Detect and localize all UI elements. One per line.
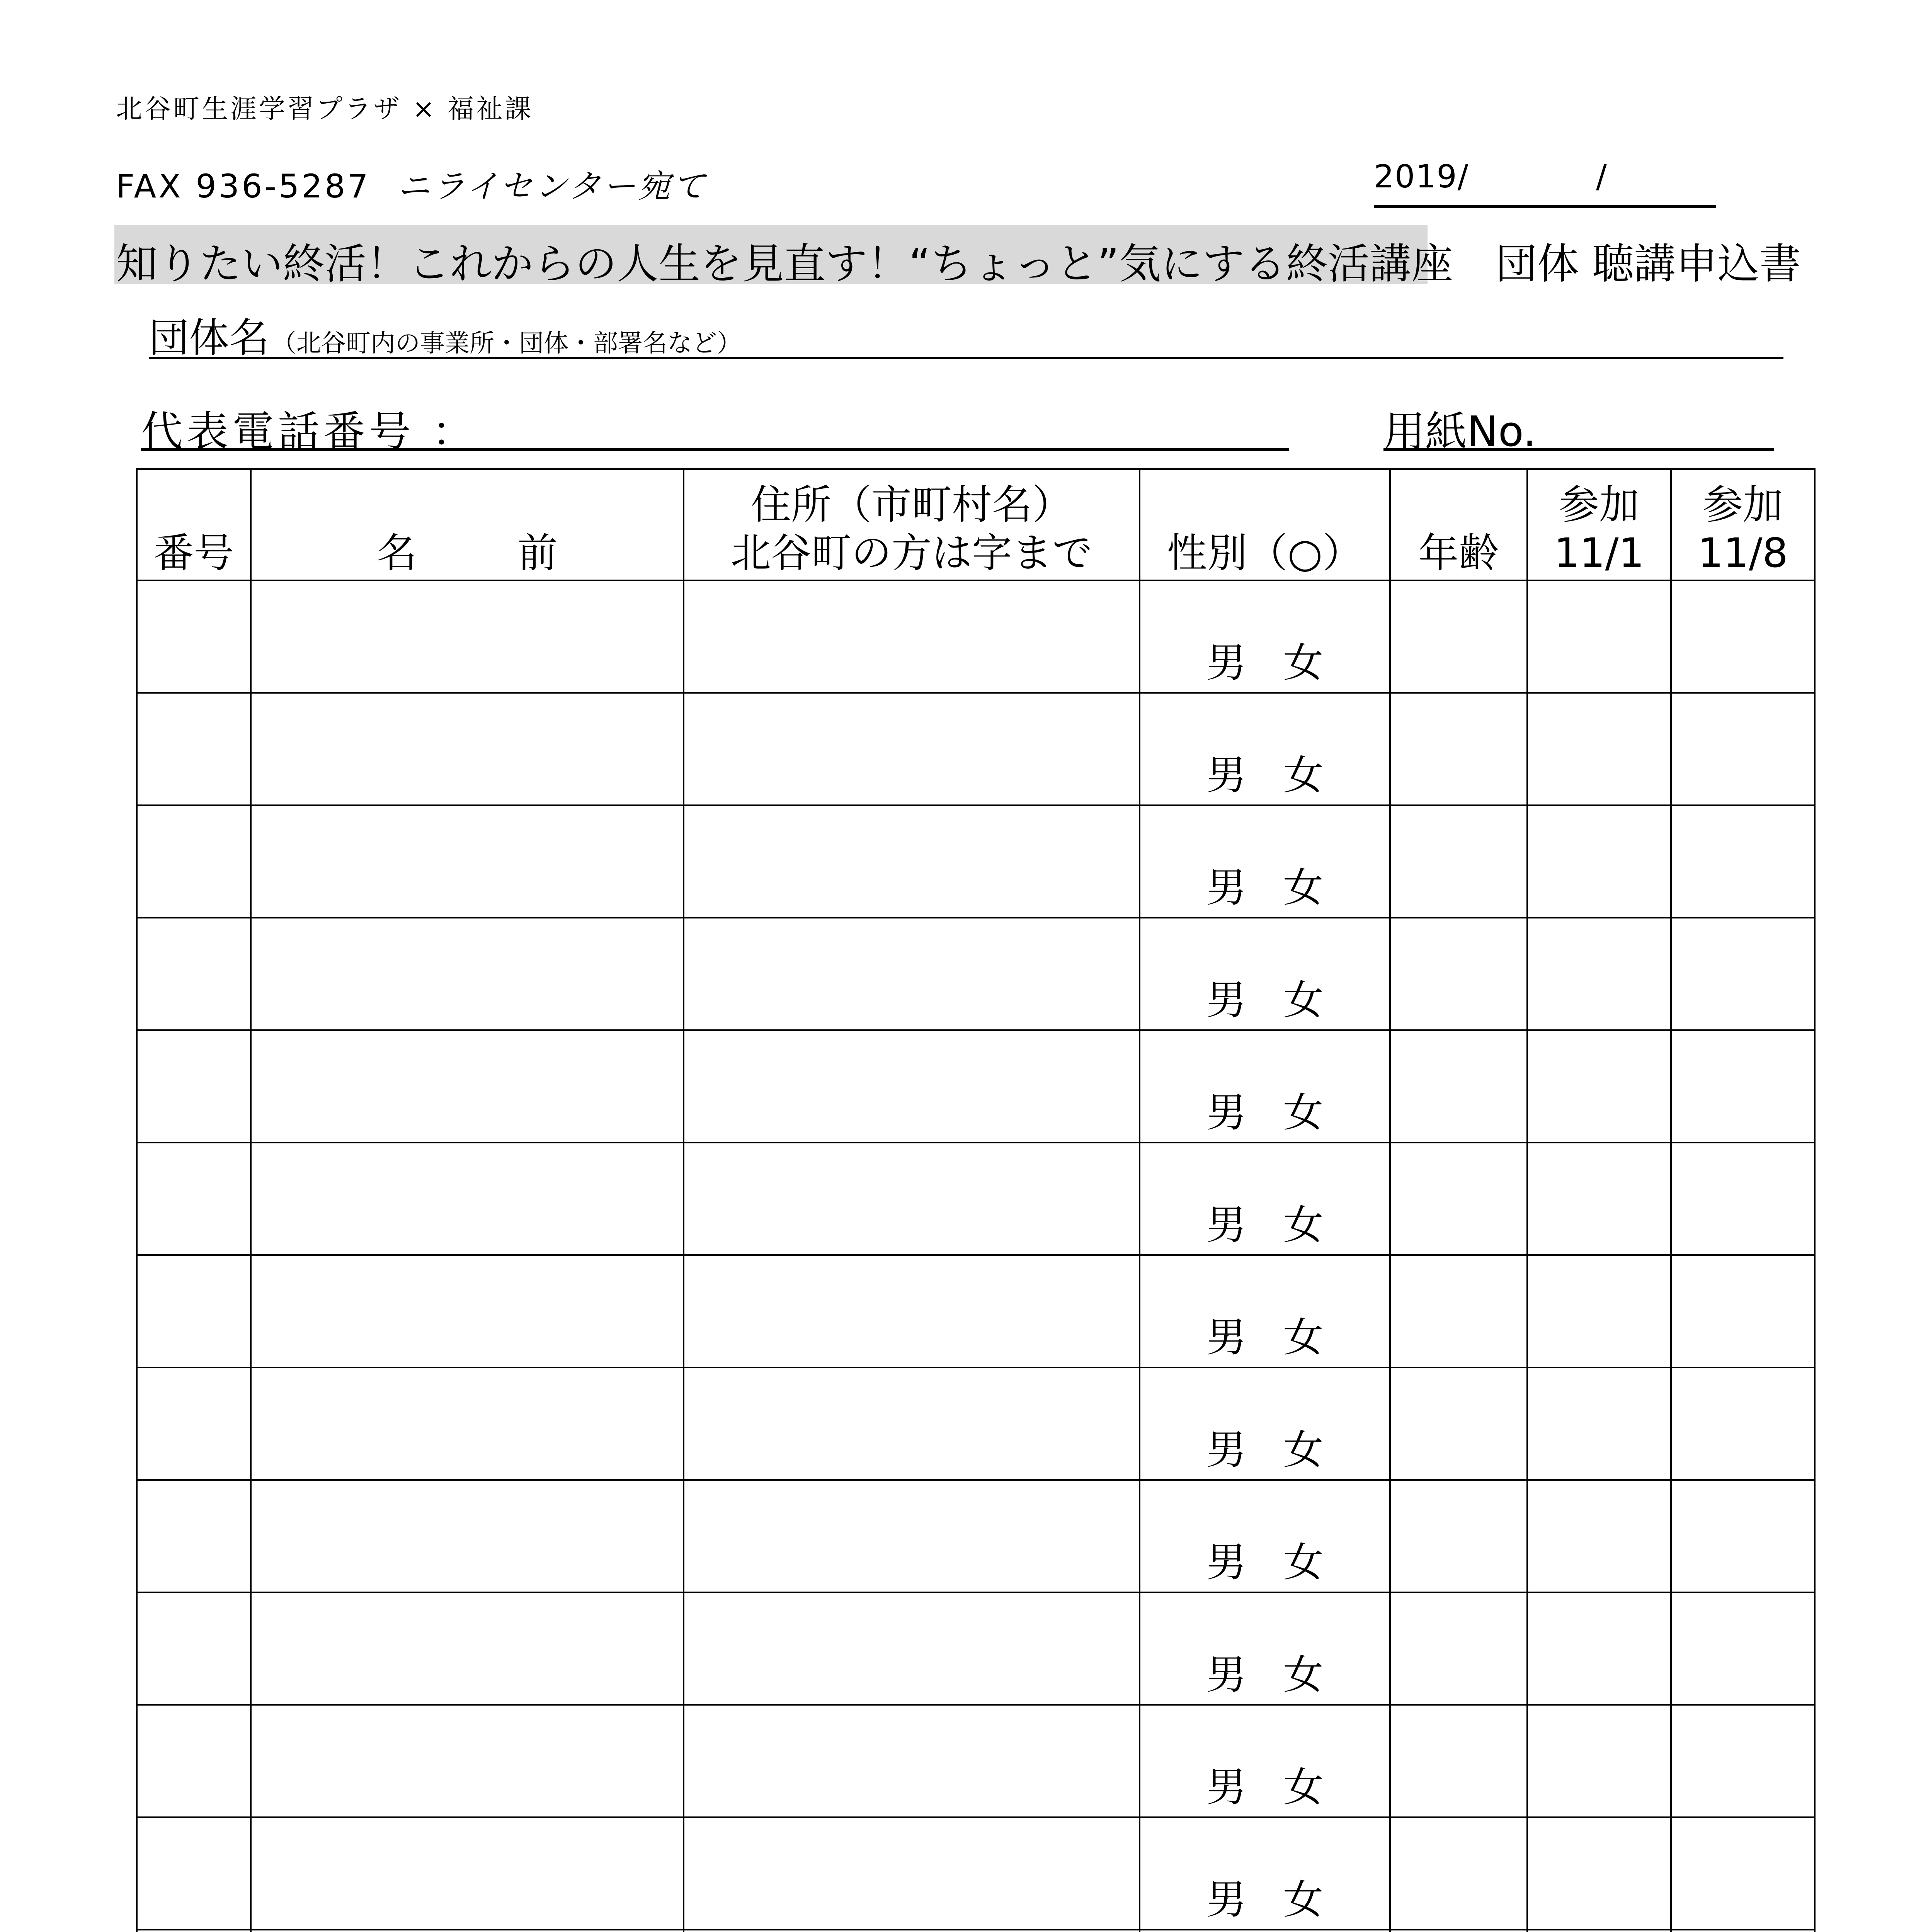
sex-cell[interactable]: [1140, 1930, 1390, 1932]
table-row: [137, 1367, 1815, 1480]
number-cell[interactable]: [137, 693, 251, 805]
number-cell[interactable]: [137, 918, 251, 1030]
name-cell[interactable]: [251, 1930, 684, 1932]
age-cell[interactable]: [1390, 693, 1527, 805]
address-cell[interactable]: [684, 1817, 1140, 1930]
age-cell[interactable]: [1390, 1705, 1527, 1817]
phone-label: 代表電話番号 ：: [141, 408, 478, 456]
header-sex: 性別（○）: [1140, 469, 1390, 580]
sex-cell[interactable]: [1140, 1255, 1390, 1367]
address-cell[interactable]: [684, 1030, 1140, 1143]
sex-option-female[interactable]: 女: [1283, 1201, 1324, 1248]
name-cell[interactable]: [251, 1817, 684, 1930]
name-cell[interactable]: [251, 1367, 684, 1480]
table-row: [137, 1930, 1815, 1932]
name-cell[interactable]: [251, 1592, 684, 1705]
header-age: 年齢: [1390, 469, 1527, 580]
attend-2-cell[interactable]: [1671, 1143, 1815, 1255]
table-row: [137, 1143, 1815, 1255]
sex-cell[interactable]: [1140, 1480, 1390, 1592]
table-row: [137, 1030, 1815, 1143]
name-cell[interactable]: [251, 1143, 684, 1255]
attend-1-cell[interactable]: [1527, 1930, 1671, 1932]
sex-option-male[interactable]: 男: [1206, 1089, 1247, 1136]
sex-cell[interactable]: [1140, 1705, 1390, 1817]
number-cell[interactable]: [137, 1143, 251, 1255]
sex-cell[interactable]: [1140, 805, 1390, 918]
group-name-hint: （北谷町内の事業所・団体・部署名など）: [272, 329, 742, 358]
sex-option-female[interactable]: 女: [1283, 1426, 1324, 1473]
attend-2-cell[interactable]: [1671, 1367, 1815, 1480]
attend-2-cell[interactable]: [1671, 1705, 1815, 1817]
attend-2-cell[interactable]: [1671, 918, 1815, 1030]
name-cell[interactable]: [251, 1255, 684, 1367]
sex-option-male[interactable]: 男: [1206, 752, 1247, 799]
sex-cell[interactable]: [1140, 1030, 1390, 1143]
number-cell[interactable]: [137, 1817, 251, 1930]
header-attend-2: 参加 11/8: [1671, 469, 1815, 580]
attend-1-cell[interactable]: [1527, 1255, 1671, 1367]
sex-option-male[interactable]: 男: [1206, 1314, 1247, 1361]
age-cell[interactable]: [1390, 805, 1527, 918]
table-row: [137, 580, 1815, 693]
age-cell[interactable]: [1390, 1255, 1527, 1367]
phone-field[interactable]: [141, 398, 1289, 456]
header-attend-1: 参加 11/1: [1527, 469, 1671, 580]
name-cell[interactable]: [251, 1030, 684, 1143]
table-row: [137, 1592, 1815, 1705]
sex-option-male[interactable]: 男: [1206, 976, 1247, 1024]
header-number: 番号: [137, 469, 251, 580]
address-cell[interactable]: [684, 1255, 1140, 1367]
name-cell[interactable]: [251, 580, 684, 693]
table-header-row: [137, 469, 1815, 580]
date-field[interactable]: [1374, 158, 1716, 208]
organization-line: 北谷町生涯学習プラザ × 福祉課: [116, 94, 534, 124]
address-cell[interactable]: [684, 693, 1140, 805]
sex-option-female[interactable]: 女: [1283, 1651, 1324, 1698]
paper-number-field[interactable]: [1383, 398, 1774, 456]
address-cell[interactable]: [684, 1480, 1140, 1592]
title-main: 知りたい終活！これからの人生を見直す！“ちょっと”気にする終活講座: [116, 240, 1453, 288]
attend-1-cell[interactable]: [1527, 1143, 1671, 1255]
number-cell[interactable]: [137, 1705, 251, 1817]
sex-cell[interactable]: [1140, 693, 1390, 805]
sex-option-female[interactable]: 女: [1283, 639, 1324, 686]
sex-option-female[interactable]: 女: [1283, 1314, 1324, 1361]
sex-option-female[interactable]: 女: [1283, 752, 1324, 799]
sex-cell[interactable]: [1140, 1143, 1390, 1255]
fax-destination: ニライセンター宛て: [397, 167, 708, 205]
sex-option-female[interactable]: 女: [1283, 864, 1324, 911]
fax-number: FAX 936-5287: [116, 167, 371, 205]
group-name-label: 団体名: [149, 314, 270, 361]
attend-1-cell[interactable]: [1527, 1817, 1671, 1930]
sex-option-male[interactable]: 男: [1206, 864, 1247, 911]
table-row: [137, 693, 1815, 805]
address-cell[interactable]: [684, 1930, 1140, 1932]
age-cell[interactable]: [1390, 1480, 1527, 1592]
attend-2-cell[interactable]: [1671, 1030, 1815, 1143]
name-cell[interactable]: [251, 1480, 684, 1592]
name-cell[interactable]: [251, 918, 684, 1030]
attend-2-cell[interactable]: [1671, 805, 1815, 918]
sex-option-male[interactable]: 男: [1206, 1876, 1247, 1923]
sex-cell[interactable]: [1140, 1367, 1390, 1480]
number-cell[interactable]: [137, 1255, 251, 1367]
attend-2-cell[interactable]: [1671, 1817, 1815, 1930]
attend-2-cell[interactable]: [1671, 1930, 1815, 1932]
address-cell[interactable]: [684, 1143, 1140, 1255]
number-cell[interactable]: [137, 1592, 251, 1705]
address-cell[interactable]: [684, 1367, 1140, 1480]
address-cell[interactable]: [684, 580, 1140, 693]
sex-option-female[interactable]: 女: [1283, 1764, 1324, 1811]
header-address: 住所（市町村名） 北谷町の方は字まで: [684, 469, 1140, 580]
attend-2-cell[interactable]: [1671, 580, 1815, 693]
number-cell[interactable]: [137, 1030, 251, 1143]
sex-option-male[interactable]: 男: [1206, 1651, 1247, 1698]
attend-2-cell[interactable]: [1671, 1592, 1815, 1705]
attend-1-cell[interactable]: [1527, 1030, 1671, 1143]
age-cell[interactable]: [1390, 918, 1527, 1030]
fax-line: [116, 160, 707, 207]
sex-option-male[interactable]: 男: [1206, 1201, 1247, 1248]
age-cell[interactable]: [1390, 1817, 1527, 1930]
name-cell[interactable]: [251, 693, 684, 805]
table-row: [137, 1480, 1815, 1592]
number-cell[interactable]: [137, 1367, 251, 1480]
age-cell[interactable]: [1390, 1143, 1527, 1255]
attend-1-cell[interactable]: [1527, 693, 1671, 805]
attend-1-cell[interactable]: [1527, 1592, 1671, 1705]
table-row: [137, 1705, 1815, 1817]
attend-1-cell[interactable]: [1527, 1367, 1671, 1480]
age-cell[interactable]: [1390, 1367, 1527, 1480]
sex-option-female[interactable]: 女: [1283, 1876, 1324, 1923]
age-cell[interactable]: [1390, 1030, 1527, 1143]
table-row: [137, 1817, 1815, 1930]
name-cell[interactable]: [251, 1705, 684, 1817]
table-row: [137, 805, 1815, 918]
paper-number-label: 用紙No.: [1383, 408, 1537, 456]
date-separator: /: [1596, 158, 1608, 195]
attend-2-cell[interactable]: [1671, 1480, 1815, 1592]
attend-2-cell[interactable]: [1671, 1255, 1815, 1367]
attend-1-cell[interactable]: [1527, 1480, 1671, 1592]
group-name-field[interactable]: [149, 305, 1783, 359]
age-cell[interactable]: [1390, 580, 1527, 693]
sex-cell[interactable]: [1140, 918, 1390, 1030]
sex-option-male[interactable]: 男: [1206, 1764, 1247, 1811]
sex-option-male[interactable]: 男: [1206, 639, 1247, 686]
table-row: [137, 1255, 1815, 1367]
address-cell[interactable]: [684, 1705, 1140, 1817]
form-title: [116, 230, 1801, 290]
age-cell[interactable]: [1390, 1592, 1527, 1705]
age-cell[interactable]: [1390, 1930, 1527, 1932]
name-cell[interactable]: [251, 805, 684, 918]
address-cell[interactable]: [684, 1592, 1140, 1705]
attend-1-cell[interactable]: [1527, 1705, 1671, 1817]
sex-cell[interactable]: [1140, 1817, 1390, 1930]
table-row: [137, 918, 1815, 1030]
address-cell[interactable]: [684, 805, 1140, 918]
date-year-prefix: 2019/: [1374, 158, 1469, 195]
attend-2-cell[interactable]: [1671, 693, 1815, 805]
attend-1-cell[interactable]: [1527, 805, 1671, 918]
sex-option-male[interactable]: 男: [1206, 1426, 1247, 1473]
number-cell[interactable]: [137, 580, 251, 693]
address-cell[interactable]: [684, 918, 1140, 1030]
header-name: 名 前: [251, 469, 684, 580]
roster-body: [137, 580, 1815, 1932]
sex-option-female[interactable]: 女: [1283, 1539, 1324, 1586]
attend-1-cell[interactable]: [1527, 918, 1671, 1030]
sex-cell[interactable]: [1140, 580, 1390, 693]
number-cell[interactable]: [137, 1480, 251, 1592]
sex-option-male[interactable]: 男: [1206, 1539, 1247, 1586]
roster-table: [136, 468, 1816, 1932]
sex-option-female[interactable]: 女: [1283, 1089, 1324, 1136]
sex-option-female[interactable]: 女: [1283, 976, 1324, 1024]
attend-1-cell[interactable]: [1527, 580, 1671, 693]
sex-cell[interactable]: [1140, 1592, 1390, 1705]
number-cell[interactable]: [137, 805, 251, 918]
title-tail: 団体 聴講申込書: [1495, 240, 1801, 288]
number-cell[interactable]: [137, 1930, 251, 1932]
